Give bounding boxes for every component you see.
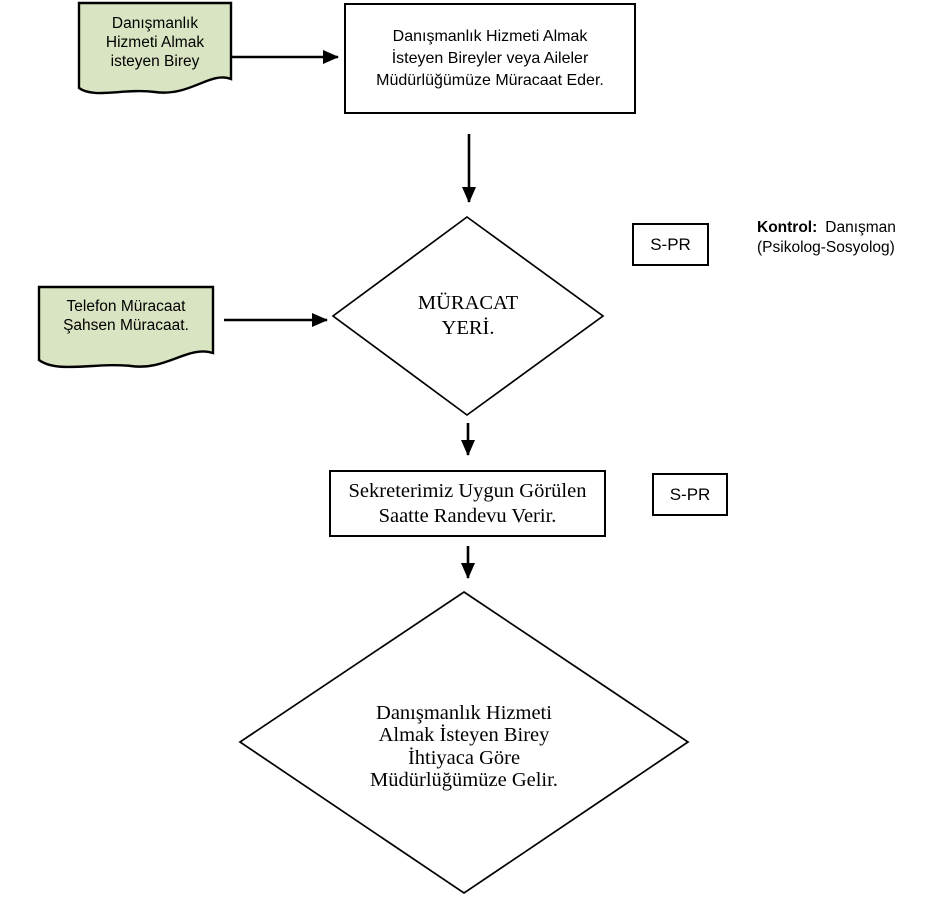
decision-arrival-label <box>240 600 688 893</box>
decision-place-label <box>333 217 603 415</box>
document-start-line: isteyen Birey <box>110 52 200 70</box>
spr-tag-1 <box>633 224 708 265</box>
process-appointment-label <box>330 471 605 536</box>
decision-arrival-line: Danışmanlık Hizmeti <box>376 701 552 724</box>
kontrol-note-value: Danışman <box>825 219 896 236</box>
decision-place-line: MÜRACAT <box>417 292 519 314</box>
document-phone-line: Telefon Müracaat <box>66 298 186 315</box>
document-phone-label <box>38 288 214 344</box>
spr-tag-2-text: S-PR <box>669 485 711 504</box>
decision-place-line: YERİ. <box>441 317 495 339</box>
document-start-line: Hizmeti Almak <box>105 33 205 51</box>
kontrol-note <box>757 218 937 258</box>
kontrol-note-line-2: (Psikolog-Sosyolog) <box>757 239 895 256</box>
spr-tag-1-text: S-PR <box>650 235 691 254</box>
process-apply-label <box>345 4 635 113</box>
process-appointment-line: Sekreterimiz Uygun Görülen <box>348 479 587 502</box>
process-appointment-line: Saatte Randevu Verir. <box>378 504 557 527</box>
decision-arrival-line: İhtiyaca Göre <box>407 746 521 769</box>
process-apply-line: Müdürlüğümüze Müracaat Eder. <box>376 71 604 89</box>
spr-tag-2 <box>653 474 727 515</box>
kontrol-note-title: Kontrol: <box>757 219 818 236</box>
process-apply-line: İsteyen Bireyler veya Aileler <box>391 49 589 67</box>
decision-arrival-line: Almak İsteyen Birey <box>378 724 550 746</box>
document-phone-line: Şahsen Müracaat. <box>63 317 189 334</box>
kontrol-note-line-1 <box>757 218 937 238</box>
document-start-label <box>78 6 232 78</box>
document-start-line: Danışmanlık <box>111 14 199 32</box>
decision-arrival-line: Müdürlüğümüze Gelir. <box>370 769 558 791</box>
process-apply-line: Danışmanlık Hizmeti Almak <box>392 27 588 45</box>
